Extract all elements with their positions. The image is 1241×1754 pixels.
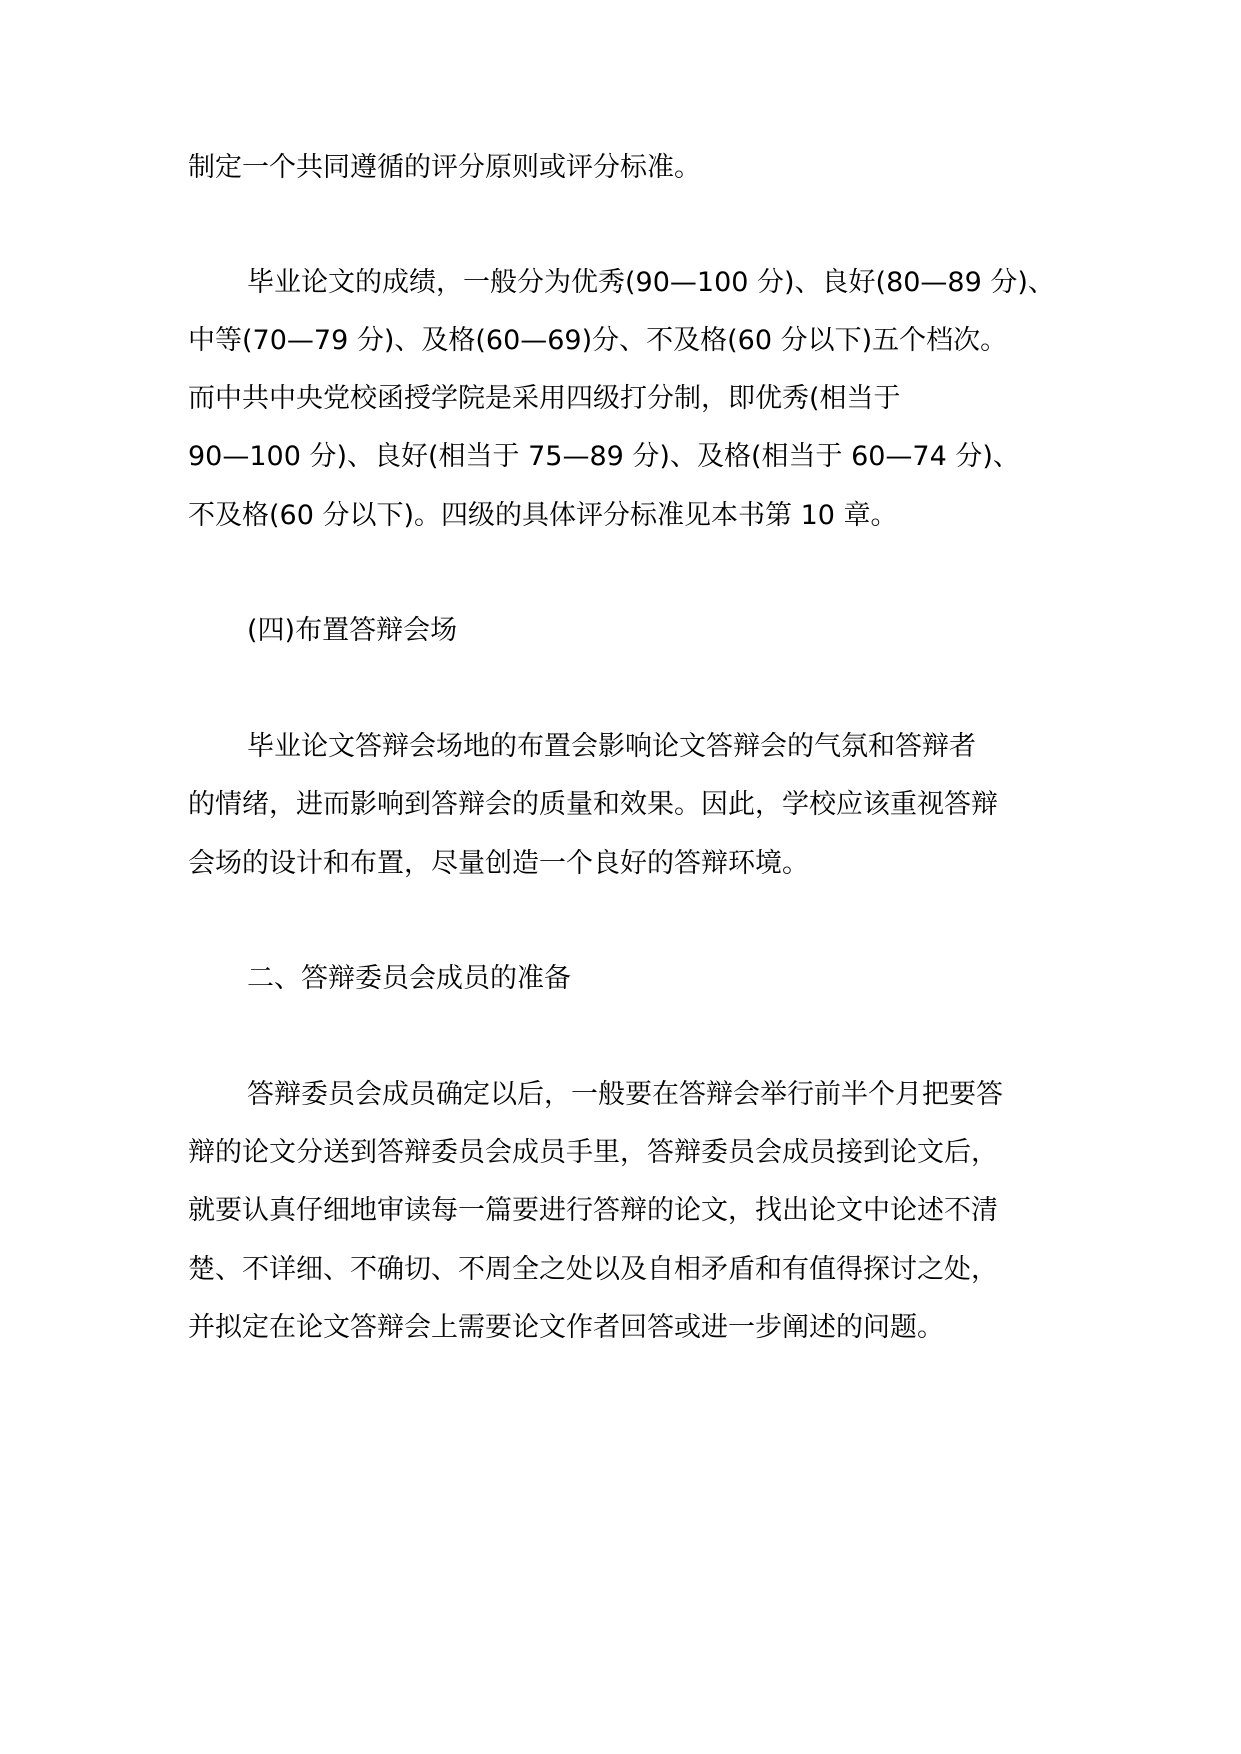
section-heading: (四)布置答辩会场 (247, 615, 458, 646)
text-line: 辩的论文分送到答辩委员会成员手里，答辩委员会成员接到论文后， (188, 1137, 998, 1168)
text-line: 制定一个共同遵循的评分原则或评分标准。 (188, 152, 701, 183)
text-line: 毕业论文答辩会场地的布置会影响论文答辩会的气氛和答辩者 (247, 731, 976, 762)
text-line: 就要认真仔细地审读每一篇要进行答辩的论文，找出论文中论述不清 (188, 1195, 998, 1226)
text-line: 楚、不详细、不确切、不周全之处以及自相矛盾和有值得探讨之处， (188, 1254, 998, 1285)
text-line: 90—100 分)、良好(相当于 75—89 分)、及格(相当于 60—74 分)、 (188, 441, 1020, 472)
text-line: 并拟定在论文答辩会上需要论文作者回答或进一步阐述的问题。 (188, 1312, 944, 1343)
text-line: 的情绪，进而影响到答辩会的质量和效果。因此，学校应该重视答辩 (188, 789, 998, 820)
section-heading: 二、答辩委员会成员的准备 (247, 963, 571, 994)
text-line: 毕业论文的成绩，一般分为优秀(90—100 分)、良好(80—89 分)、 (247, 267, 1055, 298)
text-line: 中等(70—79 分)、及格(60—69)分、不及格(60 分以下)五个档次。 (188, 325, 1008, 356)
text-line: 会场的设计和布置，尽量创造一个良好的答辩环境。 (188, 848, 809, 879)
text-line: 答辩委员会成员确定以后，一般要在答辩会举行前半个月把要答 (247, 1079, 1003, 1110)
text-line: 不及格(60 分以下)。四级的具体评分标准见本书第 10 章。 (188, 500, 898, 531)
text-line: 而中共中央党校函授学院是采用四级打分制，即优秀(相当于 (188, 383, 901, 414)
